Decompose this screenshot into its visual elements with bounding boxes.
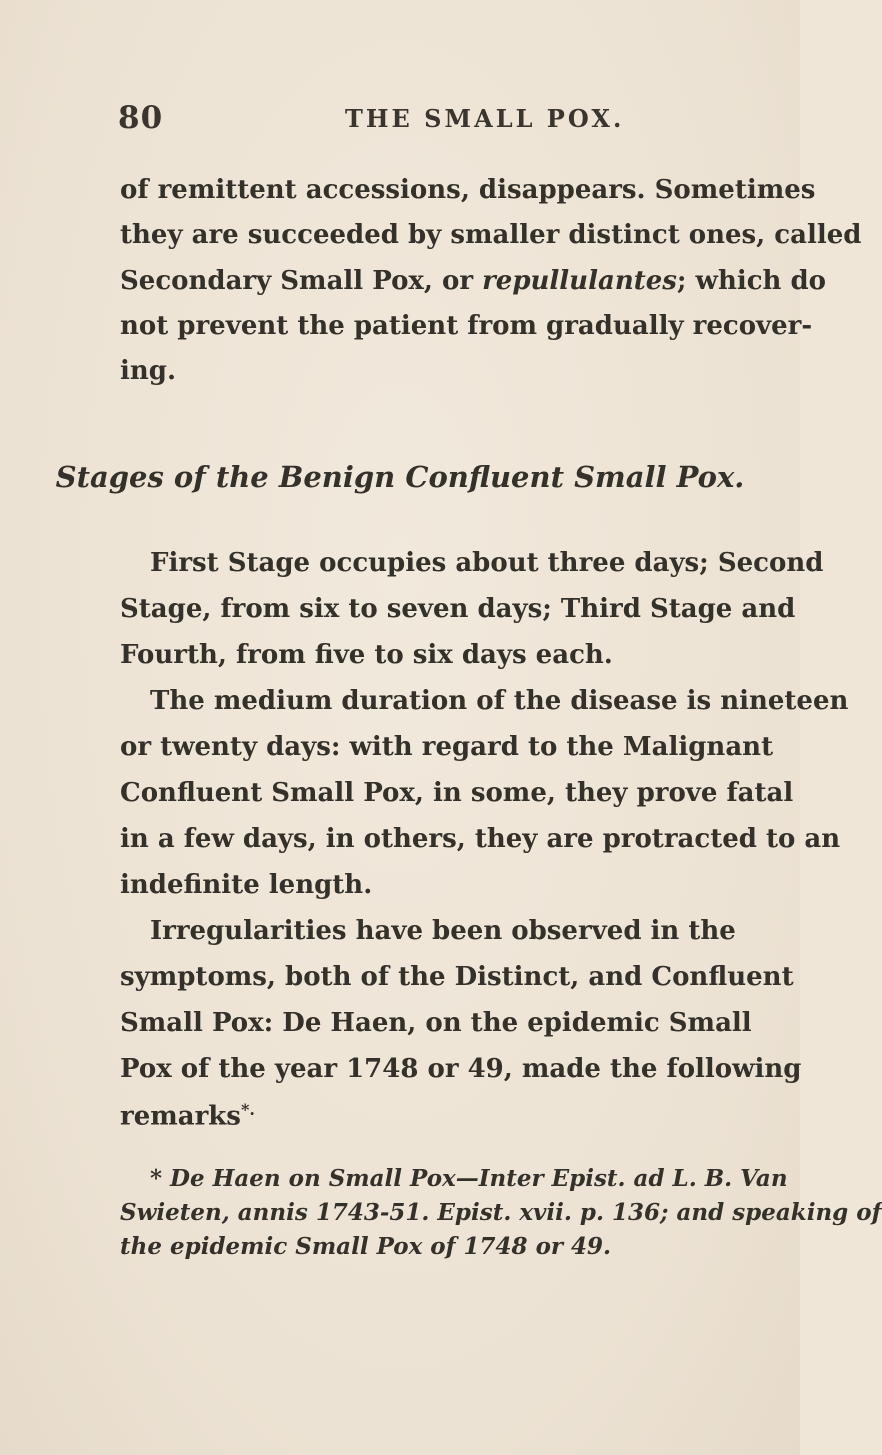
text-line: Fourth, from five to six days each. — [120, 640, 613, 670]
page-header — [0, 100, 800, 140]
text-line: indefinite length. — [120, 870, 373, 900]
text-line: First Stage occupies about three days; Second — [150, 548, 824, 578]
page-number: 80 — [118, 100, 164, 136]
text-line: not prevent the patient from gradually recover- — [120, 311, 813, 341]
text-line: they are succeeded by smaller distinct ones, called — [120, 220, 862, 250]
text-line: Irregularities have been observed in the — [150, 916, 736, 946]
text-line: in a few days, in others, they are protracted to an — [120, 824, 841, 854]
section-heading: Stages of the Benign Confluent Small Pox. — [55, 460, 745, 494]
latin-term: repullulantes — [482, 266, 677, 296]
footnote-line: the epidemic Small Pox of 1748 or 49. — [120, 1233, 612, 1260]
text-line: Confluent Small Pox, in some, they prove fatal — [120, 778, 794, 808]
footnote-line: * De Haen on Small Pox—Inter Epist. ad L. B. Van — [150, 1165, 788, 1192]
text-line: or twenty days: with regard to the Malignant — [120, 732, 774, 762]
text-line — [120, 1100, 255, 1132]
footnote-line: Swieten, annis 1743-51. Epist. xvii. p. 136; and speaking of — [120, 1199, 882, 1226]
footnote-marker: *. — [240, 1100, 255, 1119]
running-title: THE SMALL POX. — [345, 104, 625, 133]
text-line: Stage, from six to seven days; Third Stage and — [120, 594, 796, 624]
text-line — [120, 266, 826, 296]
text-span: remarks — [120, 1101, 241, 1132]
text-line: The medium duration of the disease is nineteen — [150, 686, 849, 716]
text-line: symptoms, both of the Distinct, and Confluent — [120, 962, 794, 992]
text-line: of remittent accessions, disappears. Sometimes — [120, 175, 816, 205]
text-span: ; which do — [676, 266, 827, 296]
text-line: Pox of the year 1748 or 49, made the following — [120, 1054, 802, 1084]
text-line: Small Pox: De Haen, on the epidemic Small — [120, 1008, 752, 1038]
text-span: Secondary Small Pox, or — [120, 266, 483, 296]
text-line: ing. — [120, 356, 177, 386]
